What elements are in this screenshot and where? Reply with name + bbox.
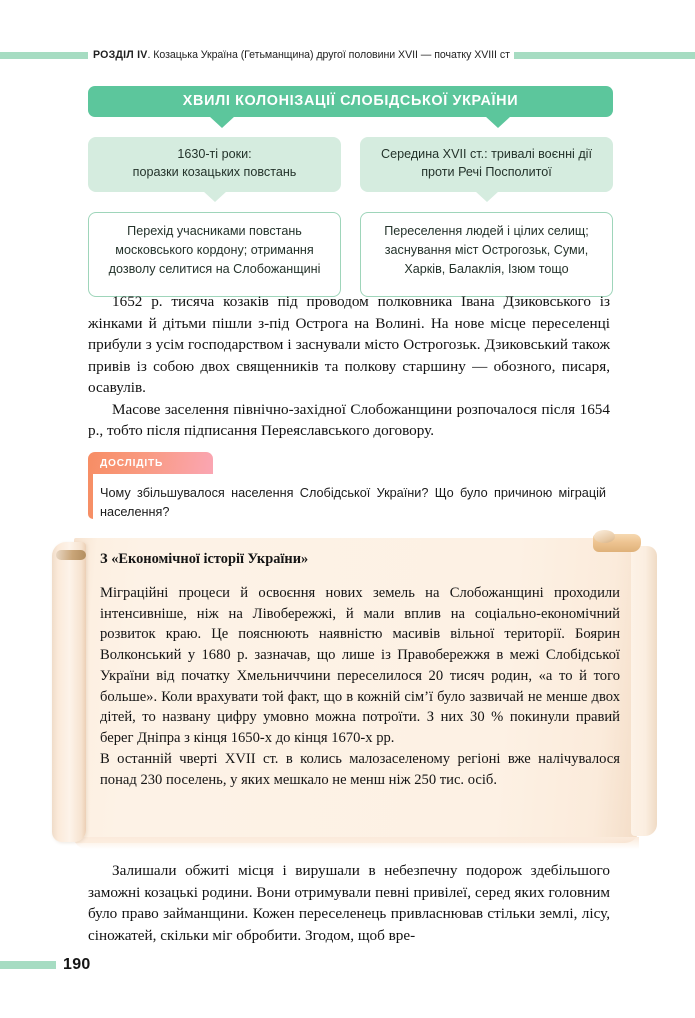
paragraph: 1652 р. тисяча козаків під проводом полковника Івана Дзиковського із жінками й дітьми пішли з-під Острога на Волині. На нове місце переселенці прибули з усім господарством і заснували місто Острогозьк. Дзиковський також привів із собою двох священників та полкову старшину — обозного, писаря, осавулів. (88, 293, 610, 396)
paragraph: В останній чверті XVII ст. в колись малозаселеному регіоні вже налічувалося понад 230 поселень, у яких мешкало не менш ніж 250 тис. осіб. (100, 750, 620, 788)
colonization-waves-diagram (88, 86, 613, 297)
scroll-heading: З «Економічної історії України» (100, 551, 309, 567)
scroll-left-curl (52, 542, 86, 842)
paragraph: Міграційні процеси й освоєння нових земель на Слобожанщині проходили інтенсивніше, ніж на Лівобережжі, й мали вплив на соціально-економічний розвиток краю. Це пояснюють наявністю масивів вільної території. Боярин Волконський у 1680 р. зазначав, що лише із Правобережжя в межі Слобідської України від початку Хмельниччини переселилося 20 тисяч родин, «а то й того больше». Коли врахувати той факт, що в кожній сім’ї було зазвичай не менше двох дітей, то названу цифру умовно можна потроїти. З них 30 % покинули правий берег Дніпра з кінця 1650-х до кінця 1670-х рр. (100, 584, 620, 747)
running-head (0, 44, 695, 66)
body-text-bottom (88, 860, 610, 946)
arrow-down-icon-column-1 (203, 191, 227, 202)
diagram-effect-text-1: Перехід учасниками повстань московського кордону; отримання дозволу селитися на Слобожанщині (108, 224, 321, 276)
diagram-title-text: ХВИЛІ КОЛОНІЗАЦІЇ СЛОБІДСЬКОЇ УКРАЇНИ (182, 93, 519, 109)
diagram-title-banner (88, 86, 613, 117)
diagram-effect-box-1 (88, 212, 341, 297)
research-tab-label: ДОСЛІДІТЬ (88, 452, 213, 474)
diagram-cause-text-1: 1630-ті роки: поразки козацьких повстань (132, 147, 297, 180)
running-head-chapter: РОЗДІЛ IV (93, 49, 148, 61)
scroll-dowel-peg-left-icon (56, 550, 86, 560)
scroll-right-curl (631, 546, 657, 836)
running-head-subtitle: . Козацька Україна (Гетьманщина) другої половини XVII — початку XVIII ст (147, 49, 510, 61)
scroll-text (100, 583, 620, 791)
diagram-cause-box-1 (88, 137, 341, 192)
header-rule-left-decoration (0, 52, 88, 59)
diagram-column-1 (88, 137, 341, 297)
running-head-text (93, 49, 510, 61)
scroll-content (100, 550, 620, 791)
paragraph: Залишали обжиті місця і вирушали в небезпечну подорож здебільшого заможні козацькі родини. Вони отримували певні привілеї, серед яких головним було право займанщини. Кожен переселенець привласнював стільки землі, лісу, сіножатей, скільки міг обробити. Згодом, щоб вре- (88, 862, 610, 944)
scroll-roller-cap (594, 530, 615, 543)
diagram-cause-text-2: Середина XVII ст.: тривалі воєнні дії проти Речі Посполитої (381, 147, 592, 180)
page-number: 190 (63, 956, 91, 973)
research-callout (88, 452, 616, 529)
research-question-text: Чому збільшувалося населення Слобідської України? Що було причиною міграцій населення? (100, 486, 606, 520)
arrow-down-icon-right (485, 116, 511, 128)
header-rule-right-decoration (514, 52, 695, 59)
diagram-columns (88, 137, 613, 297)
paragraph: Масове заселення північно-західної Слобожанщини розпочалося після 1654 р., тобто після підписання Переяславського договору. (88, 400, 610, 439)
body-text-top (88, 291, 610, 442)
page-footer (0, 956, 695, 974)
research-body (88, 474, 616, 529)
footer-rule-decoration (0, 961, 56, 969)
diagram-effect-box-2 (360, 212, 613, 297)
arrow-down-icon-column-2 (475, 191, 499, 202)
diagram-cause-box-2 (360, 137, 613, 192)
diagram-column-2 (360, 137, 613, 297)
arrow-down-icon-left (209, 116, 235, 128)
source-scroll-illustration (52, 528, 657, 853)
diagram-effect-text-2: Переселення людей і цілих селищ; заснування міст Острогозьк, Суми, Харків, Балаклія, Ізюм тощо (384, 224, 589, 276)
